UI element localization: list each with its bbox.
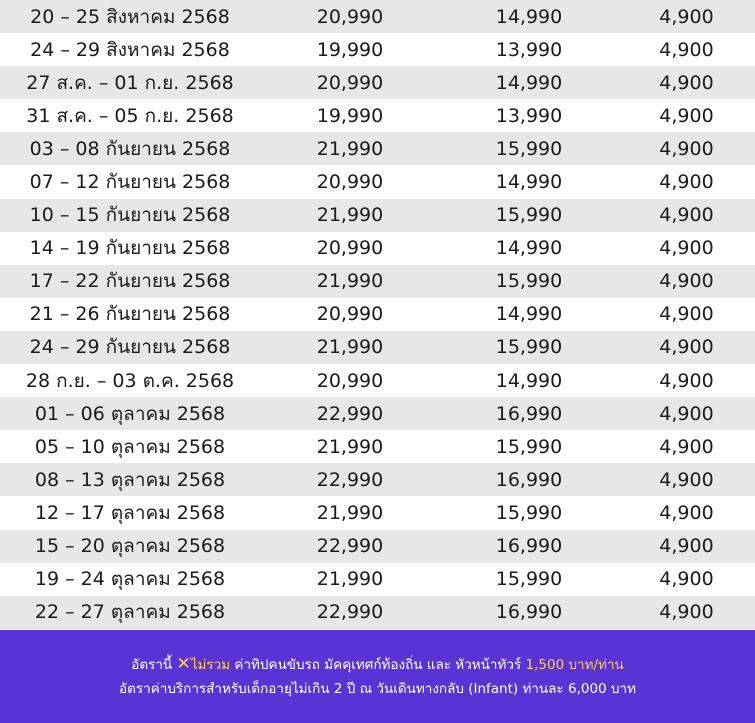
child-price-cell: 15,990 [495,501,563,524]
adult-price-cell: 21,990 [316,270,384,293]
table-row [0,0,755,33]
adult-price-cell: 20,990 [316,71,384,94]
child-price-cell: 14,990 [495,303,563,326]
single-supplement-cell: 4,900 [659,71,714,94]
table-row [0,463,755,496]
travel-date-cell: 03 – 08 กันยายน 2568 [29,137,231,160]
table-row [0,397,755,430]
single-supplement-cell: 4,900 [659,303,714,326]
adult-price-cell: 22,990 [316,601,384,624]
child-price-cell: 14,990 [495,171,563,194]
travel-date-cell: 27 ส.ค. – 01 ก.ย. 2568 [26,71,234,94]
footer-line-2: อัตราค่าบริการสำหรับเด็กอายุไม่เกิน 2 ปี ณ วันเดินทางกลับ (Infant) ท่านละ 6,000 บาท [119,681,636,697]
table-row [0,132,755,165]
single-supplement-cell: 4,900 [659,38,714,61]
single-supplement-cell: 4,900 [659,137,714,160]
single-supplement-cell: 4,900 [659,369,714,392]
travel-date-cell: 24 – 29 กันยายน 2568 [29,336,231,359]
child-price-cell: 13,990 [495,38,563,61]
table-row [0,66,755,99]
table-row [0,496,755,529]
single-supplement-cell: 4,900 [659,104,714,127]
single-supplement-cell: 4,900 [659,171,714,194]
child-price-cell: 16,990 [495,535,563,558]
adult-price-cell: 21,990 [316,204,384,227]
child-price-cell: 14,990 [495,237,563,260]
cross-icon: ✕ [176,654,191,674]
footer-prefix: อัตรานี้ [131,657,173,673]
footer-excluded-items: ค่าทิปคนขับรถ มัคคุเทศก์ท้องถิ่น และ หัวหน้าทัวร์ [234,657,522,673]
table-row [0,596,755,629]
travel-date-cell: 24 – 29 สิงหาคม 2568 [30,38,230,61]
adult-price-cell: 20,990 [316,303,384,326]
adult-price-cell: 22,990 [316,535,384,558]
single-supplement-cell: 4,900 [659,5,714,28]
child-price-cell: 15,990 [495,270,563,293]
travel-date-cell: 10 – 15 กันยายน 2568 [29,204,231,227]
travel-date-cell: 08 – 13 ตุลาคม 2568 [34,468,226,491]
adult-price-cell: 21,990 [316,137,384,160]
travel-date-cell: 14 – 19 กันยายน 2568 [29,237,231,260]
table-row [0,165,755,198]
table-row [0,563,755,596]
child-price-cell: 13,990 [495,104,563,127]
table-row [0,530,755,563]
travel-date-cell: 17 – 22 กันยายน 2568 [29,270,231,293]
travel-date-cell: 28 ก.ย. – 03 ต.ค. 2568 [25,369,235,392]
table-row [0,199,755,232]
child-price-cell: 14,990 [495,5,563,28]
adult-price-cell: 21,990 [316,568,384,591]
table-row [0,232,755,265]
travel-date-cell: 22 – 27 ตุลาคม 2568 [34,601,226,624]
child-price-cell: 16,990 [495,468,563,491]
adult-price-cell: 22,990 [316,402,384,425]
single-supplement-cell: 4,900 [659,204,714,227]
footer-note [0,630,755,723]
single-supplement-cell: 4,900 [659,270,714,293]
travel-date-cell: 31 ส.ค. – 05 ก.ย. 2568 [26,104,234,127]
single-supplement-cell: 4,900 [659,336,714,359]
adult-price-cell: 19,990 [316,38,384,61]
travel-date-cell: 05 – 10 ตุลาคม 2568 [34,435,226,458]
tip-amount: 1,500 บาท/ท่าน [525,657,624,673]
child-price-cell: 14,990 [495,71,563,94]
single-supplement-cell: 4,900 [659,501,714,524]
adult-price-cell: 21,990 [316,336,384,359]
excluded-label: ไม่รวม [190,657,231,673]
adult-price-cell: 22,990 [316,468,384,491]
single-supplement-cell: 4,900 [659,435,714,458]
table-row [0,33,755,66]
child-price-cell: 15,990 [495,435,563,458]
single-supplement-cell: 4,900 [659,601,714,624]
child-price-cell: 16,990 [495,601,563,624]
adult-price-cell: 20,990 [316,369,384,392]
adult-price-cell: 19,990 [316,104,384,127]
adult-price-cell: 20,990 [316,5,384,28]
child-price-cell: 15,990 [495,336,563,359]
child-price-cell: 14,990 [495,369,563,392]
travel-date-cell: 19 – 24 ตุลาคม 2568 [34,568,226,591]
travel-date-cell: 01 – 06 ตุลาคม 2568 [34,402,226,425]
child-price-cell: 15,990 [495,204,563,227]
travel-date-cell: 07 – 12 กันยายน 2568 [29,171,231,194]
table-row [0,364,755,397]
table-row [0,99,755,132]
child-price-cell: 15,990 [495,568,563,591]
footer-line-1 [131,652,624,677]
single-supplement-cell: 4,900 [659,468,714,491]
travel-date-cell: 12 – 17 ตุลาคม 2568 [34,501,226,524]
adult-price-cell: 21,990 [316,435,384,458]
table-row [0,331,755,364]
single-supplement-cell: 4,900 [659,568,714,591]
adult-price-cell: 20,990 [316,237,384,260]
travel-date-cell: 20 – 25 สิงหาคม 2568 [30,5,230,28]
travel-date-cell: 15 – 20 ตุลาคม 2568 [34,535,226,558]
child-price-cell: 15,990 [495,137,563,160]
table-row [0,430,755,463]
single-supplement-cell: 4,900 [659,402,714,425]
table-row [0,298,755,331]
single-supplement-cell: 4,900 [659,237,714,260]
single-supplement-cell: 4,900 [659,535,714,558]
table-row [0,265,755,298]
adult-price-cell: 20,990 [316,171,384,194]
child-price-cell: 16,990 [495,402,563,425]
travel-date-cell: 21 – 26 กันยายน 2568 [29,303,231,326]
adult-price-cell: 21,990 [316,501,384,524]
